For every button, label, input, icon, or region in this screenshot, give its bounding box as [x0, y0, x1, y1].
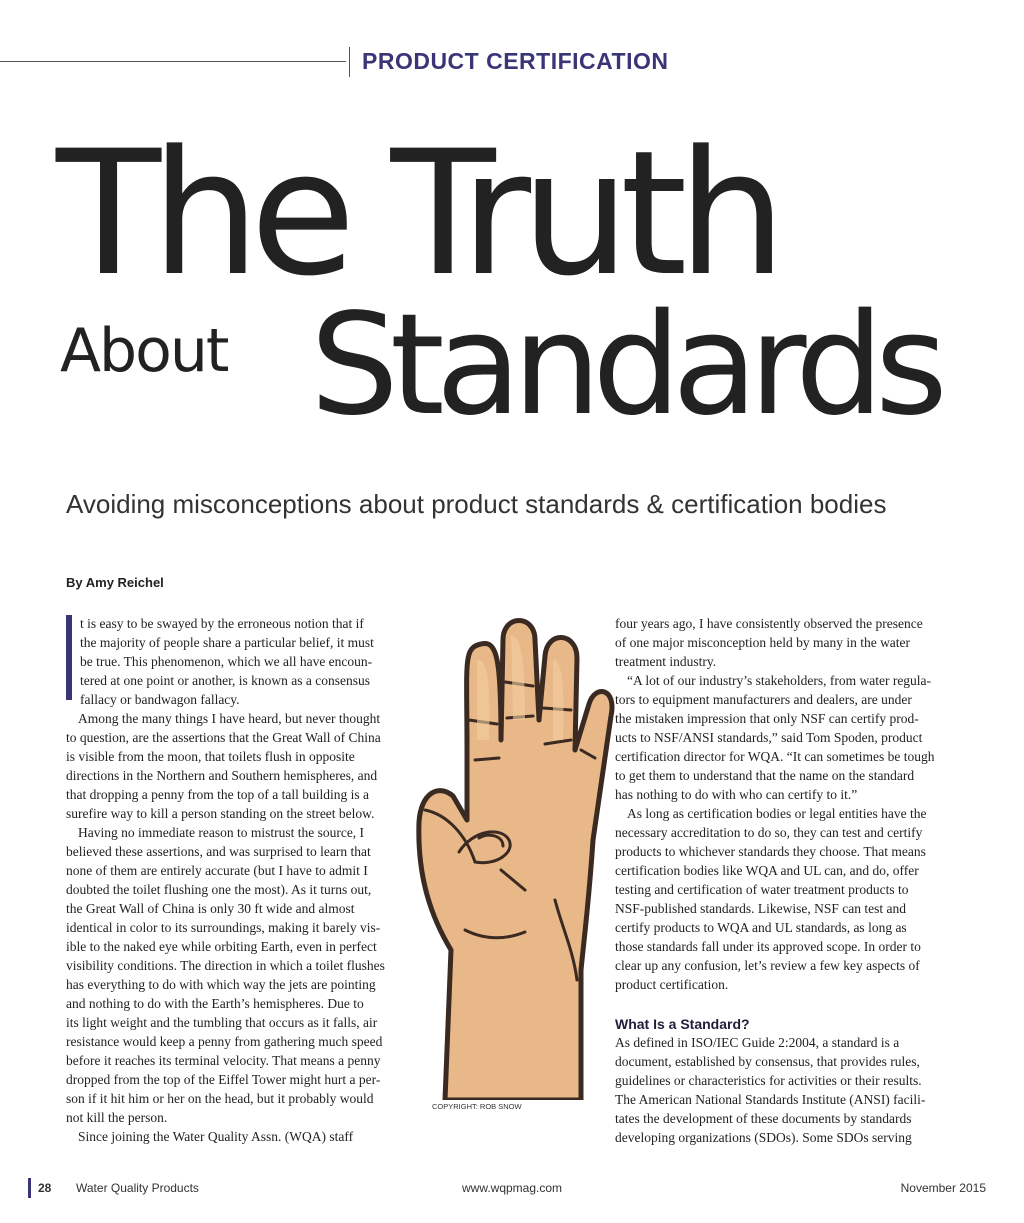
text-line: four years ago, I have consistently observed the presence — [615, 616, 923, 631]
text-line: the mistaken impression that only NSF can certify prod- — [615, 711, 919, 726]
text-line: fallacy or bandwagon fallacy. — [80, 692, 240, 707]
text-line: doubted the toilet flushing one the most). As it turns out, — [66, 882, 372, 897]
text-line: has everything to do with which way the jets are pointing — [66, 977, 376, 992]
title-standards: Standards — [310, 284, 939, 447]
text-line: none of them are entirely accurate (but I have to admit I — [66, 863, 368, 878]
byline: By Amy Reichel — [66, 575, 164, 590]
text-line: directions in the Northern and Southern hemispheres, and — [66, 768, 378, 783]
text-line: “A lot of our industry’s stakeholders, from water regula- — [627, 673, 932, 688]
title-line-1: The Truth — [56, 113, 777, 314]
text-line: products to whichever standards they choose. That means — [615, 844, 926, 859]
section-label: PRODUCT CERTIFICATION — [362, 48, 669, 74]
text-line: is visible from the moon, that toilets flush in opposite — [66, 749, 355, 764]
text-line: treatment industry. — [615, 654, 717, 669]
text-line: and nothing to do with the Earth’s hemispheres. Due to — [66, 996, 364, 1011]
text-line: has nothing to do with who can certify to it.” — [615, 787, 858, 802]
text-line: dropped from the top of the Eiffel Tower might hurt a per- — [66, 1072, 381, 1087]
text-line: clear up any confusion, let’s review a few key aspects of — [615, 958, 920, 973]
text-line: believed these assertions, and was surprised to learn that — [66, 844, 371, 859]
opening-paragraph — [66, 614, 416, 709]
text-line: tors to equipment manufacturers and dealers, are under — [615, 692, 912, 707]
text-line: document, established by consensus, that provides rules, — [615, 1054, 920, 1069]
text-line: son if it hit him or her on the head, but it probably would — [66, 1091, 374, 1106]
text-line: certification bodies like WQA and UL can, and do, offer — [615, 863, 919, 878]
right-column — [615, 614, 960, 1147]
text-line: developing organizations (SDOs). Some SDOs serving — [615, 1130, 912, 1145]
text-line: to get them to understand that the name on the standard — [615, 768, 915, 783]
text-line: visibility conditions. The direction in which a toilet flushes — [66, 958, 385, 973]
text-line: guidelines or characteristics for activities or their results. — [615, 1073, 922, 1088]
text-line: As long as certification bodies or legal entities have the — [627, 806, 927, 821]
text-line: Since joining the Water Quality Assn. (WQA) staff — [78, 1129, 354, 1144]
text-line: the Great Wall of China is only 30 ft wide and almost — [66, 901, 355, 916]
publication-name: Water Quality Products — [76, 1181, 199, 1195]
footer-accent-bar — [28, 1178, 31, 1198]
text-line: its light weight and the tumbling that occurs as it falls, air — [66, 1015, 378, 1030]
text-line: ucts to NSF/ANSI standards,” said Tom Spoden, product — [615, 730, 923, 745]
text-line: not kill the person. — [66, 1110, 168, 1125]
text-line: NSF-published standards. Likewise, NSF can test and — [615, 901, 906, 916]
text-line: the majority of people share a particular belief, it must — [80, 635, 374, 650]
text-line: before it reaches its terminal velocity. That means a penny — [66, 1053, 381, 1068]
title-about: About — [60, 316, 228, 386]
page-number: 28 — [38, 1181, 52, 1195]
subtitle: Avoiding misconceptions about product standards & certification bodies — [66, 489, 887, 519]
header-divider — [349, 47, 350, 77]
header-rule — [0, 61, 346, 62]
text-line: tered at one point or another, is known as a consensus — [80, 673, 371, 688]
text-line: identical in color to its surroundings, making it barely vis- — [66, 920, 381, 935]
text-line: certify products to WQA and UL standards, as long as — [615, 920, 907, 935]
text-line: those standards fall under its approved scope. In order to — [615, 939, 921, 954]
text-line: As defined in ISO/IEC Guide 2:2004, a standard is a — [615, 1035, 900, 1050]
text-line: Having no immediate reason to mistrust the source, I — [78, 825, 365, 840]
text-line: The American National Standards Institute (ANSI) facili- — [615, 1092, 926, 1107]
text-line: Among the many things I have heard, but never thought — [78, 711, 381, 726]
website-link[interactable]: www.wqpmag.com — [462, 1181, 563, 1195]
text-line: tates the development of these documents by standards — [615, 1111, 912, 1126]
text-line: product certification. — [615, 977, 729, 992]
hand-illustration — [405, 600, 615, 1100]
text-line: t is easy to be swayed by the erroneous notion that if — [80, 616, 364, 631]
text-line: that dropping a penny from the top of a tall building is a — [66, 787, 369, 802]
text-line: be true. This phenomenon, which we all have encoun- — [80, 654, 373, 669]
image-credit: COPYRIGHT: ROB SNOW — [432, 1102, 522, 1111]
text-line: ible to the naked eye while orbiting Earth, even in perfect — [66, 939, 377, 954]
text-line: necessary accreditation to do so, they can test and certify — [615, 825, 923, 840]
text-line: resistance would keep a penny from gathering much speed — [66, 1034, 383, 1049]
text-line: to question, are the assertions that the Great Wall of China — [66, 730, 381, 745]
text-line: surefire way to kill a person standing on the street below. — [66, 806, 375, 821]
section-heading: What Is a Standard? — [615, 1016, 750, 1032]
text-line: testing and certification of water treatment products to — [615, 882, 909, 897]
issue-date: November 2015 — [900, 1181, 986, 1195]
left-column — [66, 614, 416, 1146]
text-line: of one major misconception held by many in the water — [615, 635, 911, 650]
text-line: certification director for WQA. “It can sometimes be tough — [615, 749, 935, 764]
